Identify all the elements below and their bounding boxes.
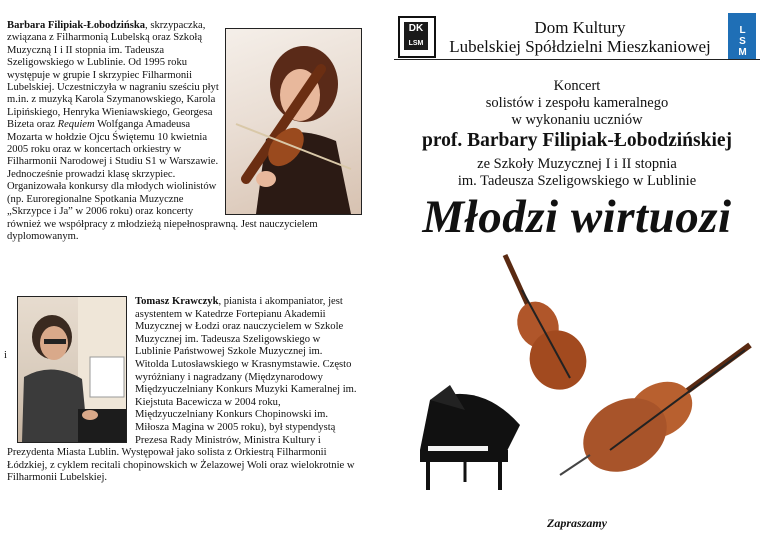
bio1-text-b: Wolfganga Amadeusa Mozarta w hołdzie Ojcu Świętemu 10 kwietnia 2005 roku oraz w koncertach orkiestry w Filharmonii Narodowej i Studiu S1 w Warszawie. Jednocześnie prowadzi klasę skrzypiec. Organizowała konkursy dla młodych wiolinistów (np. Euroregionalne Spotkania Muzyczne „Skrzypce i Ja” w 2006 roku) oraz koncerty również we współpracy z młodzieżą niepełnosprawną. Jest nauczycielem dyplomowanym. [7,119,318,242]
concert-line3: w wykonaniu uczniów [511,112,643,128]
concert-line2: solistów i zespołu kameralnego [485,95,669,111]
bio2-name: Tomasz Krawczyk [135,296,219,307]
lsm-logo-text: LSM [737,24,748,58]
pianist-illustration [18,297,126,442]
organizer [440,18,720,56]
school-line1: ze Szkoły Muzycznej I i II stopnia [477,156,677,172]
org-line1: Dom Kultury [534,18,626,37]
school-info [394,156,760,190]
bio2-text: , pianista i akompaniator, jest asystentem w Katedrze Fortepianu Akademii Muzycznej w Łodzi oraz nauczycielem w Szkole Muzycznej im. Tadeusza Szeligowskiego w Lublinie Państwowej Szkole Muzycznej im. Witolda Lutosławskiego w Krasnymstawie. Często wyróżniany i nagradzany (Międzynarodowy Międzyuczelniany Konkurs Muzyki Kameralnej im. Kiejstuta Bacewicza w 2004 roku, Międzyuczelniany Konkurs Chopinowski im. Miłosza Magina w 2005 roku), był stypendystą Prezesa Rady Ministrów, Ministra Kultury i Prezydenta Miasta Lublin. Występował jako solista z Orkiestrą Filharmonii Łódzkiej, z cyklem recitali chopinowskich w Żelazowej Woli oraz wielokrotnie w Filharmonii Lubelskiej. [7,296,357,484]
photo-violinist [225,28,362,215]
teacher-name: prof. Barbary Filipiak-Łobodzińskiej [421,130,733,151]
photo-pianist [17,296,127,443]
violin-image [505,255,596,399]
event-title: Młodzi wirtuozi [422,191,732,243]
closing-invite: Zapraszamy [547,516,607,530]
concert-line1: Koncert [553,78,601,94]
bio1-text-a: , skrzypaczka, związana z Filharmonią Lubelską oraz Szkołą Muzyczną I i II stopnia im. Tadeusza Szeligowskiego w Lublinie. Od 1995 roku występuje w grupie I skrzypiec Filharmonii Lubelskiej. Uczestniczyła w nagraniu sześciu płyt m.in. z muzyką Karola Szymanowskiego, Karola Lipińskiego, Henryka Wieniawskiego, Georgesa Bizeta oraz [7,20,219,131]
bio1-name: Barbara Filipiak-Łobodzińska [7,20,146,31]
instruments-illustration [410,250,760,500]
school-line2: im. Tadeusza Szeligowskiego w Lublinie [457,173,697,189]
bio1-italic: Requiem [57,119,95,131]
dk-logo-text: DK [408,23,424,34]
grand-piano-image [420,385,520,490]
lsm-logo [728,13,756,59]
org-line2: Lubelskiej Spółdzielni Mieszkaniowej [449,37,711,56]
concert-intro [394,78,760,129]
dk-logo [398,16,436,58]
header-divider [394,59,760,60]
bio2-prefix: i [4,350,7,361]
dk-logo-sub: LSM [408,40,424,47]
bio-barbara [7,20,362,243]
violinist-illustration [226,29,361,214]
bio-tomasz [4,296,357,485]
cello-image [560,345,750,486]
